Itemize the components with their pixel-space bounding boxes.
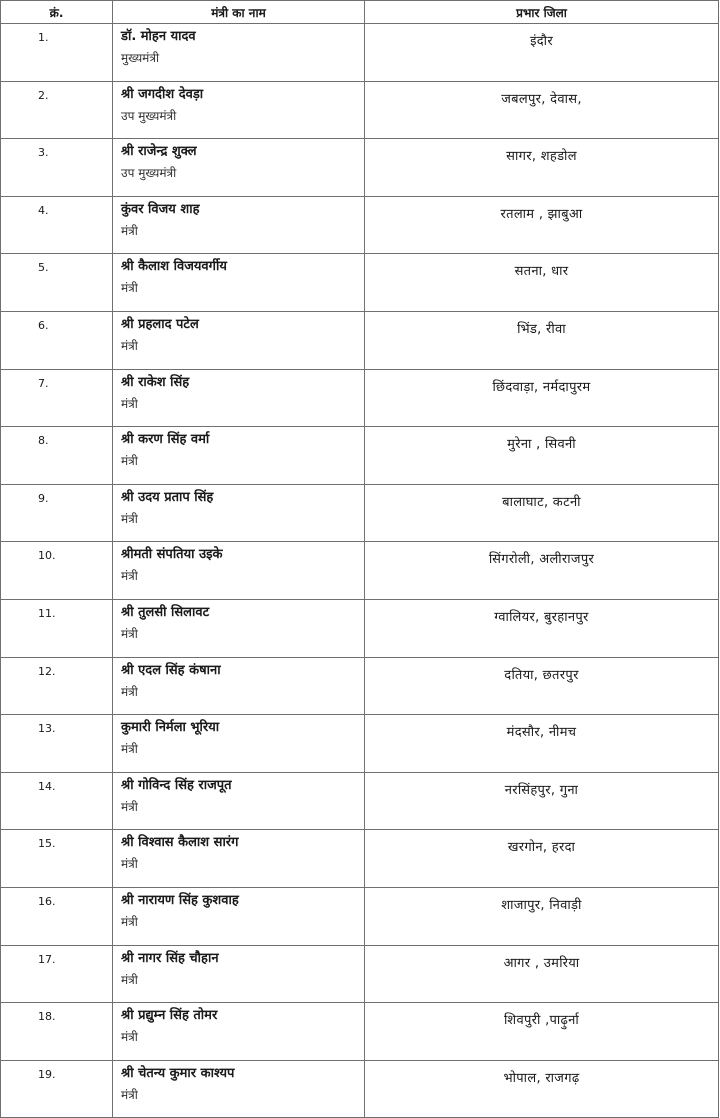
minister-designation: मुख्यमंत्री	[121, 51, 160, 65]
table-row	[1, 830, 719, 888]
row-serial: 18.	[1, 1003, 113, 1061]
minister-designation: मंत्री	[121, 1087, 138, 1102]
row-minister-cell	[113, 542, 365, 600]
table-row	[1, 542, 719, 600]
minister-name: श्री उदय प्रताप सिंह	[121, 489, 214, 505]
row-serial: 2.	[1, 81, 113, 139]
table-row	[1, 772, 719, 830]
row-minister-cell	[113, 657, 365, 715]
table-row	[1, 1003, 719, 1061]
table-header	[1, 1, 719, 24]
row-district: छिंदवाड़ा, नर्मदापुरम	[365, 369, 719, 427]
header-serial: क्रं.	[1, 1, 113, 24]
minister-name: श्री तुलसी सिलावट	[121, 604, 210, 620]
table-row	[1, 599, 719, 657]
minister-designation: मंत्री	[121, 684, 138, 699]
table-row	[1, 81, 719, 139]
minister-name: श्री विश्वास कैलाश सारंग	[121, 835, 239, 851]
table-row	[1, 311, 719, 369]
row-district: आगर , उमरिया	[365, 945, 719, 1003]
header-district: प्रभार जिला	[365, 1, 719, 24]
minister-designation: मंत्री	[121, 857, 138, 872]
row-minister-cell	[113, 945, 365, 1003]
row-serial: 13.	[1, 715, 113, 773]
minister-name: श्री राकेश सिंह	[121, 374, 190, 390]
minister-designation: मंत्री	[121, 569, 138, 584]
minister-name: डॉ. मोहन यादव	[121, 29, 196, 44]
row-serial: 1.	[1, 24, 113, 82]
minister-designation: उप मुख्यमंत्री	[121, 108, 177, 123]
minister-name: श्री नारायण सिंह कुशवाह	[121, 892, 239, 908]
table-row	[1, 254, 719, 312]
row-minister-cell	[113, 369, 365, 427]
minister-name: श्री चेतन्य कुमार काश्यप	[121, 1065, 235, 1081]
row-serial: 17.	[1, 945, 113, 1003]
row-serial: 4.	[1, 196, 113, 254]
row-minister-cell	[113, 887, 365, 945]
row-serial: 15.	[1, 830, 113, 888]
table-row	[1, 369, 719, 427]
row-district: सिंगरोली, अलीराजपुर	[365, 542, 719, 600]
minister-designation: मंत्री	[121, 914, 138, 929]
row-district: भिंड, रीवा	[365, 311, 719, 369]
row-serial: 16.	[1, 887, 113, 945]
table-row	[1, 887, 719, 945]
table-row	[1, 945, 719, 1003]
minister-name: श्री कैलाश विजयवर्गीय	[121, 259, 227, 275]
row-serial: 19.	[1, 1060, 113, 1118]
minister-name: कुंवर विजय शाह	[121, 201, 200, 217]
minister-name: श्री नागर सिंह चौहान	[121, 950, 219, 966]
row-district: रतलाम , झाबुआ	[365, 196, 719, 254]
row-minister-cell	[113, 484, 365, 542]
minister-designation: मंत्री	[121, 799, 138, 814]
row-district: शाजापुर, निवाड़ी	[365, 887, 719, 945]
row-minister-cell	[113, 24, 365, 82]
row-district: बालाघाट, कटनी	[365, 484, 719, 542]
minister-name: श्री गोविन्द सिंह राजपूत	[121, 777, 232, 793]
minister-name: श्री एदल सिंह कंषाना	[121, 662, 221, 678]
minister-name: कुमारी निर्मला भूरिया	[121, 720, 220, 736]
minister-designation: मंत्री	[121, 511, 138, 526]
row-district: सतना, धार	[365, 254, 719, 312]
table-row	[1, 484, 719, 542]
row-district: भोपाल, राजगढ़	[365, 1060, 719, 1118]
row-serial: 5.	[1, 254, 113, 312]
minister-designation: मंत्री	[121, 972, 138, 987]
minister-designation: मंत्री	[121, 396, 138, 411]
table-row	[1, 196, 719, 254]
row-serial: 8.	[1, 427, 113, 485]
row-minister-cell	[113, 715, 365, 773]
row-district: जबलपुर, देवास,	[365, 81, 719, 139]
row-serial: 12.	[1, 657, 113, 715]
minister-name: श्रीमती संपतिया उइके	[121, 547, 223, 563]
row-minister-cell	[113, 599, 365, 657]
row-serial: 3.	[1, 139, 113, 197]
table-body	[1, 24, 719, 1118]
minister-designation: मंत्री	[121, 1030, 138, 1045]
table-row	[1, 1060, 719, 1118]
row-district: मुरेना , सिवनी	[365, 427, 719, 485]
minister-name: श्री करण सिंह वर्मा	[121, 432, 210, 448]
row-district: दतिया, छतरपुर	[365, 657, 719, 715]
table-row	[1, 657, 719, 715]
row-serial: 10.	[1, 542, 113, 600]
row-minister-cell	[113, 427, 365, 485]
minister-name: श्री प्रद्युम्न सिंह तोमर	[121, 1008, 218, 1024]
row-district: ग्वालियर, बुरहानपुर	[365, 599, 719, 657]
row-minister-cell	[113, 254, 365, 312]
row-serial: 6.	[1, 311, 113, 369]
table-row	[1, 427, 719, 485]
row-district: शिवपुरी ,पाढ़ुर्ना	[365, 1003, 719, 1061]
table-row	[1, 715, 719, 773]
table-row	[1, 139, 719, 197]
row-district: इंदौर	[365, 24, 719, 82]
minister-name: श्री प्रहलाद पटेल	[121, 316, 199, 332]
row-serial: 7.	[1, 369, 113, 427]
minister-designation: मंत्री	[121, 454, 138, 469]
row-district: खरगोन, हरदा	[365, 830, 719, 888]
row-minister-cell	[113, 1060, 365, 1118]
minister-designation: मंत्री	[121, 742, 138, 757]
header-minister-name: मंत्री का नाम	[113, 1, 365, 24]
row-serial: 14.	[1, 772, 113, 830]
minister-designation: मंत्री	[121, 338, 138, 353]
minister-name: श्री जगदीश देवड़ा	[121, 86, 204, 102]
row-minister-cell	[113, 830, 365, 888]
row-minister-cell	[113, 139, 365, 197]
row-serial: 11.	[1, 599, 113, 657]
minister-designation: मंत्री	[121, 281, 138, 296]
row-district: सागर, शहडोल	[365, 139, 719, 197]
header-row	[1, 1, 719, 24]
row-minister-cell	[113, 196, 365, 254]
row-minister-cell	[113, 772, 365, 830]
row-minister-cell	[113, 311, 365, 369]
minister-designation: मंत्री	[121, 223, 138, 238]
row-district: मंदसौर, नीमच	[365, 715, 719, 773]
minister-name: श्री राजेन्द्र शुक्ल	[121, 144, 197, 160]
row-serial: 9.	[1, 484, 113, 542]
row-district: नरसिंहपुर, गुना	[365, 772, 719, 830]
table-row	[1, 24, 719, 82]
minister-designation: मंत्री	[121, 626, 138, 641]
minister-designation: उप मुख्यमंत्री	[121, 166, 177, 181]
row-minister-cell	[113, 1003, 365, 1061]
row-minister-cell	[113, 81, 365, 139]
